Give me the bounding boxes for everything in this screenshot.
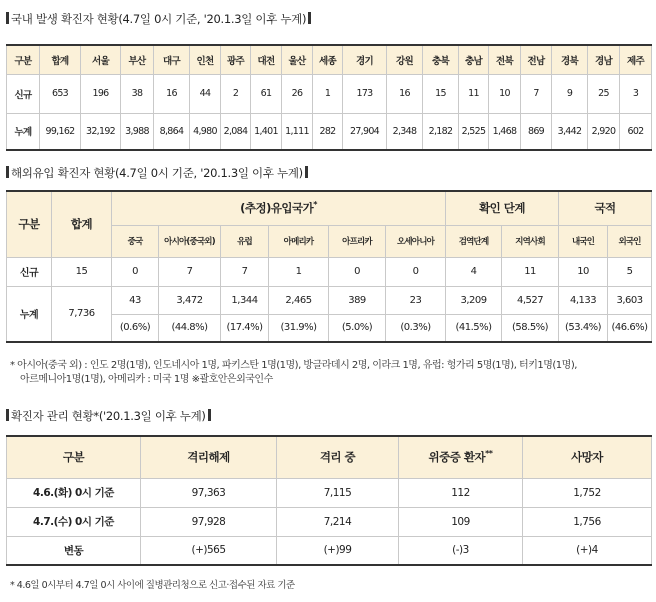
header-cell: 강원 — [387, 45, 423, 74]
data-cell: 99,162 — [40, 113, 81, 150]
data-cell: 1,401 — [251, 113, 282, 150]
overseas-cumulative-row — [7, 286, 652, 314]
data-cell: 7 — [521, 74, 552, 113]
title-bar-icon — [6, 12, 9, 24]
data-cell: 3,472 — [159, 286, 221, 314]
data-cell: 3,988 — [121, 113, 154, 150]
data-cell: 2,348 — [387, 113, 423, 150]
overseas-note: * 아시아(중국 외) : 인도 2명(1명), 인도네시아 1명, 파키스탄 1명(1명), 방글라데시 2명, 이라크 1명, 유럽: 헝가리 5명(1명), 터키1명(1명), 아르메니아1명(1명), 아메리카 : 미국 1명 ※괄호안은외국인수 — [10, 360, 577, 385]
header-cell: 사망자 — [523, 436, 652, 478]
data-cell: 11 — [502, 257, 559, 286]
title-bar-icon — [208, 409, 211, 421]
data-cell: 4,527 — [502, 286, 559, 314]
data-cell: 3,209 — [446, 286, 502, 314]
data-cell: 7,214 — [277, 507, 399, 536]
percent-cell: (17.4%) — [221, 314, 269, 342]
data-cell: 1 — [269, 257, 329, 286]
header-cell: 전북 — [489, 45, 521, 74]
percent-cell: (41.5%) — [446, 314, 502, 342]
header-cell: 울산 — [282, 45, 313, 74]
management-note: * 4.6일 0시부터 4.7일 0시 사이에 질병관리청으로 신고·접수된 자료 기준 — [10, 580, 295, 591]
data-cell: 196 — [81, 74, 121, 113]
data-cell: 8,864 — [154, 113, 190, 150]
percent-cell: (58.5%) — [502, 314, 559, 342]
data-cell: 1,756 — [523, 507, 652, 536]
data-cell: (+)99 — [277, 536, 399, 565]
data-cell: 7 — [159, 257, 221, 286]
header-cell: 충남 — [459, 45, 489, 74]
data-cell: 2,084 — [221, 113, 251, 150]
header-cell: 광주 — [221, 45, 251, 74]
data-cell: 44 — [190, 74, 221, 113]
data-cell: 61 — [251, 74, 282, 113]
subheader-cell: 검역단계 — [446, 225, 502, 257]
data-cell: 1,344 — [221, 286, 269, 314]
data-cell: 43 — [112, 286, 159, 314]
data-cell: 282 — [313, 113, 343, 150]
cumulative-total: 7,736 — [52, 286, 112, 342]
header-total: 합계 — [52, 191, 112, 257]
data-cell: (+)4 — [523, 536, 652, 565]
data-cell: 11 — [459, 74, 489, 113]
data-cell: 26 — [282, 74, 313, 113]
data-cell: 3 — [620, 74, 652, 113]
data-cell: 1,111 — [282, 113, 313, 150]
row-label: 누계 — [7, 113, 40, 150]
management-row — [7, 478, 652, 507]
data-cell: 0 — [386, 257, 446, 286]
percent-cell: (46.6%) — [608, 314, 652, 342]
data-cell: 173 — [343, 74, 387, 113]
data-cell: 38 — [121, 74, 154, 113]
percent-cell: (31.9%) — [269, 314, 329, 342]
percent-cell: (0.3%) — [386, 314, 446, 342]
title-bar-icon — [308, 12, 311, 24]
data-cell: (-)3 — [399, 536, 523, 565]
data-cell: 602 — [620, 113, 652, 150]
subheader-cell: 아프리카 — [329, 225, 386, 257]
header-cell: 인천 — [190, 45, 221, 74]
data-cell: 1,752 — [523, 478, 652, 507]
data-cell: 2,525 — [459, 113, 489, 150]
data-cell: 9 — [552, 74, 588, 113]
header-cell: 대전 — [251, 45, 282, 74]
data-cell: 653 — [40, 74, 81, 113]
subheader-cell: 아메리카 — [269, 225, 329, 257]
header-nation-group: 국적 — [559, 191, 652, 225]
row-label: 변동 — [7, 536, 141, 565]
data-cell: 15 — [423, 74, 459, 113]
data-cell: 10 — [559, 257, 608, 286]
data-cell: 7 — [221, 257, 269, 286]
data-cell: 5 — [608, 257, 652, 286]
header-cell: 경기 — [343, 45, 387, 74]
domestic-new-row — [7, 74, 652, 113]
overseas-header-row — [7, 191, 652, 225]
overseas-section-title: 해외유입 확진자 현황(4.7일 0시 기준, '20.1.3일 이후 누계) — [6, 166, 308, 180]
header-cell: 격리해제 — [141, 436, 277, 478]
data-cell: 25 — [588, 74, 620, 113]
management-row — [7, 536, 652, 565]
data-cell: 23 — [386, 286, 446, 314]
data-cell: (+)565 — [141, 536, 277, 565]
data-cell: 2 — [221, 74, 251, 113]
data-cell: 16 — [387, 74, 423, 113]
data-cell: 869 — [521, 113, 552, 150]
header-confirm-group: 확인 단계 — [446, 191, 559, 225]
header-cell: 충북 — [423, 45, 459, 74]
header-cell: 서울 — [81, 45, 121, 74]
data-cell: 112 — [399, 478, 523, 507]
management-header-row — [7, 436, 652, 478]
data-cell: 4,980 — [190, 113, 221, 150]
data-cell: 2,465 — [269, 286, 329, 314]
management-section-title: 확진자 관리 현황*('20.1.3일 이후 누계) — [6, 409, 211, 423]
subheader-cell: 외국인 — [608, 225, 652, 257]
row-label: 신규 — [7, 257, 52, 286]
data-cell: 7,115 — [277, 478, 399, 507]
data-cell: 4,133 — [559, 286, 608, 314]
row-label: 4.7.(수) 0시 기준 — [7, 507, 141, 536]
domestic-section-title: 국내 발생 확진자 현황(4.7일 0시 기준, '20.1.3일 이후 누계) — [6, 12, 311, 26]
data-cell: 2,182 — [423, 113, 459, 150]
data-cell: 27,904 — [343, 113, 387, 150]
data-cell: 4 — [446, 257, 502, 286]
subheader-cell: 내국인 — [559, 225, 608, 257]
header-cell: 대구 — [154, 45, 190, 74]
header-cell: 제주 — [620, 45, 652, 74]
title-bar-icon — [6, 166, 9, 178]
data-cell: 0 — [112, 257, 159, 286]
percent-cell: (53.4%) — [559, 314, 608, 342]
subheader-cell: 아시아(중국외) — [159, 225, 221, 257]
header-cell: 전남 — [521, 45, 552, 74]
subheader-cell: 유럽 — [221, 225, 269, 257]
header-cell: 세종 — [313, 45, 343, 74]
data-cell: 10 — [489, 74, 521, 113]
data-cell: 97,928 — [141, 507, 277, 536]
subheader-cell: 중국 — [112, 225, 159, 257]
data-cell: 1 — [313, 74, 343, 113]
percent-cell: (44.8%) — [159, 314, 221, 342]
data-cell: 3,442 — [552, 113, 588, 150]
header-cell: 합계 — [40, 45, 81, 74]
header-cell: 격리 중 — [277, 436, 399, 478]
data-cell: 1,468 — [489, 113, 521, 150]
overseas-cases-table — [6, 190, 652, 343]
percent-cell: (5.0%) — [329, 314, 386, 342]
data-cell: 109 — [399, 507, 523, 536]
subheader-cell: 오세아니아 — [386, 225, 446, 257]
row-label: 4.6.(화) 0시 기준 — [7, 478, 141, 507]
overseas-new-row — [7, 257, 652, 286]
new-total: 15 — [52, 257, 112, 286]
title-bar-icon — [305, 166, 308, 178]
domestic-cases-table — [6, 44, 652, 151]
management-table — [6, 435, 652, 566]
data-cell: 97,363 — [141, 478, 277, 507]
header-gubun: 구분 — [7, 191, 52, 257]
header-cell: 구분 — [7, 436, 141, 478]
row-label: 신규 — [7, 74, 40, 113]
footnote-marker: ** — [485, 449, 493, 459]
domestic-header-row — [7, 45, 652, 74]
title-bar-icon — [6, 409, 9, 421]
management-row — [7, 507, 652, 536]
header-country-group: (추정)유입국가* — [112, 191, 446, 225]
percent-cell: (0.6%) — [112, 314, 159, 342]
header-cell: 위중증 환자** — [399, 436, 523, 478]
row-label: 누계 — [7, 286, 52, 342]
header-cell: 경북 — [552, 45, 588, 74]
data-cell: 2,920 — [588, 113, 620, 150]
domestic-cumulative-row — [7, 113, 652, 150]
data-cell: 0 — [329, 257, 386, 286]
header-cell: 부산 — [121, 45, 154, 74]
data-cell: 3,603 — [608, 286, 652, 314]
data-cell: 32,192 — [81, 113, 121, 150]
header-cell: 경남 — [588, 45, 620, 74]
data-cell: 16 — [154, 74, 190, 113]
header-cell: 구분 — [7, 45, 40, 74]
data-cell: 389 — [329, 286, 386, 314]
subheader-cell: 지역사회 — [502, 225, 559, 257]
